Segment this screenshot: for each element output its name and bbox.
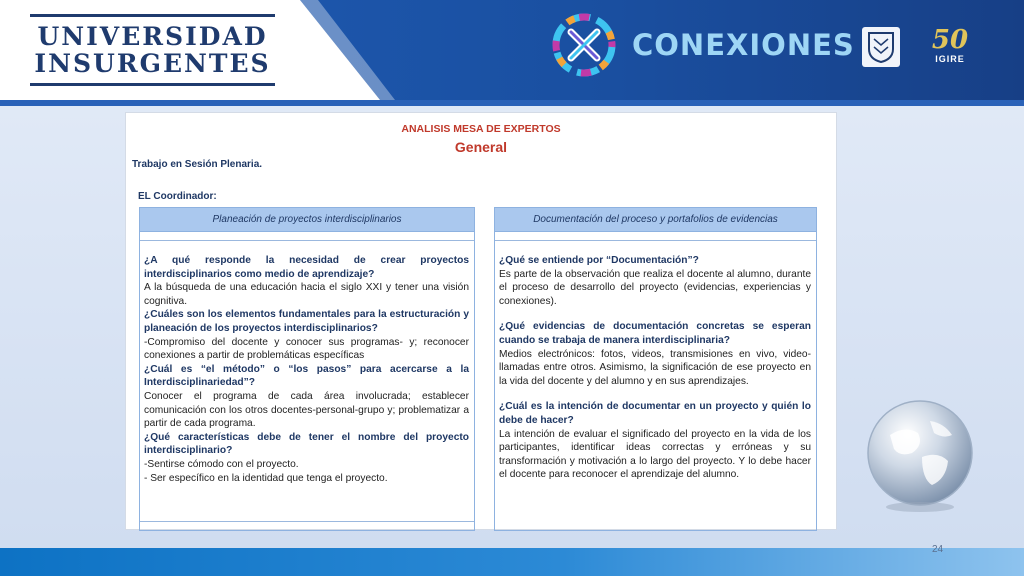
coordinator-label: EL Coordinador: [138, 191, 217, 202]
answer: La intención de evaluar el significado del proyecto en la vida de los participantes, identificar ideas correctas y erróneas y su transformación y motivación a lo largo del proyecto. Y lo debe hacer el docente para reconocer el aprendizaje del alumno. [499, 428, 811, 481]
question: ¿Qué evidencias de documentación concretas se esperan cuando se trabaja de manera interdisciplinaria? [499, 321, 811, 346]
answer: -Compromiso del docente y conocer sus programas- y; reconocer conexiones a partir de problemáticas específicas [144, 336, 469, 362]
divider [140, 240, 474, 241]
left-column-text [144, 254, 469, 485]
question: ¿Cuál es la intención de documentar en un proyecto y quién lo debe de hacer? [499, 401, 811, 426]
question: ¿A qué responde la necesidad de crear proyectos interdisciplinarios como medio de aprendizaje? [144, 255, 469, 280]
right-column-header: Documentación del proceso y portafolios de evidencias [495, 208, 816, 232]
document-title: ANALISIS MESA DE EXPERTOS [401, 123, 561, 135]
document-subtitle: General [454, 139, 508, 155]
right-column-text [499, 254, 811, 482]
divider [495, 240, 816, 241]
left-column-header: Planeación de proyectos interdisciplinarios [140, 208, 474, 232]
footer-bar [0, 548, 1024, 576]
answer: Conocer el programa de cada área involucrada; establecer comunicación con los otros docentes-personal-grupo y; problematizar a partir de cada programa. [144, 390, 469, 430]
question: ¿Qué se entiende por “Documentación”? [499, 255, 699, 266]
logo-line-2: INSURGENTES [34, 49, 271, 78]
document-panel [125, 112, 837, 530]
answer: Medios electrónicos: fotos, videos, transmisiones en vivo, video-llamadas entre otros. Asimismo, la significación de ese proyecto en la vida del docente y del alumno y en sus aprendizajes. [499, 348, 811, 387]
answer: Es parte de la observación que realiza el docente al alumno, durante el proceso de desarrollo del proyecto (evidencias, experiencias y conexiones). [499, 268, 811, 307]
spacer [499, 308, 811, 320]
conexiones-wordmark: CONEXIONES [632, 28, 855, 62]
unam-seal-icon [862, 27, 900, 67]
fifty-caption: IGIRE [935, 54, 965, 64]
divider [140, 521, 474, 522]
universidad-insurgentes-logo [30, 14, 275, 86]
glass-globe-icon [860, 395, 980, 515]
question: ¿Cuál es “el método” o “los pasos” para acercarse a la Interdisciplinariedad”? [144, 363, 469, 389]
answer: A la búsqueda de una educación hacia el siglo XXI y tener una visión cognitiva. [144, 282, 469, 307]
left-column [139, 207, 475, 531]
fifty-years-logo [922, 26, 978, 72]
session-label: Trabajo en Sesión Plenaria. [132, 159, 263, 170]
fifty-number: 50 [931, 25, 969, 55]
question: ¿Cuáles son los elementos fundamentales para la estructuración y planeación de los proyectos interdisciplinarios? [144, 309, 469, 334]
right-column-body [495, 232, 816, 530]
answer: -Sentirse cómodo con el proyecto. [144, 458, 299, 470]
header-bottom-bar [0, 100, 1024, 106]
answer: - Ser específico en la identidad que tenga el proyecto. [144, 472, 388, 484]
question: ¿Qué características debe de tener el nombre del proyecto interdisciplinario? [144, 431, 469, 457]
right-column [494, 207, 817, 531]
spacer [499, 388, 811, 400]
left-column-body [140, 232, 474, 530]
page-number: 24 [932, 544, 944, 555]
conexiones-symbol-icon [545, 8, 623, 82]
logo-line-1: UNIVERSIDAD [37, 22, 268, 51]
